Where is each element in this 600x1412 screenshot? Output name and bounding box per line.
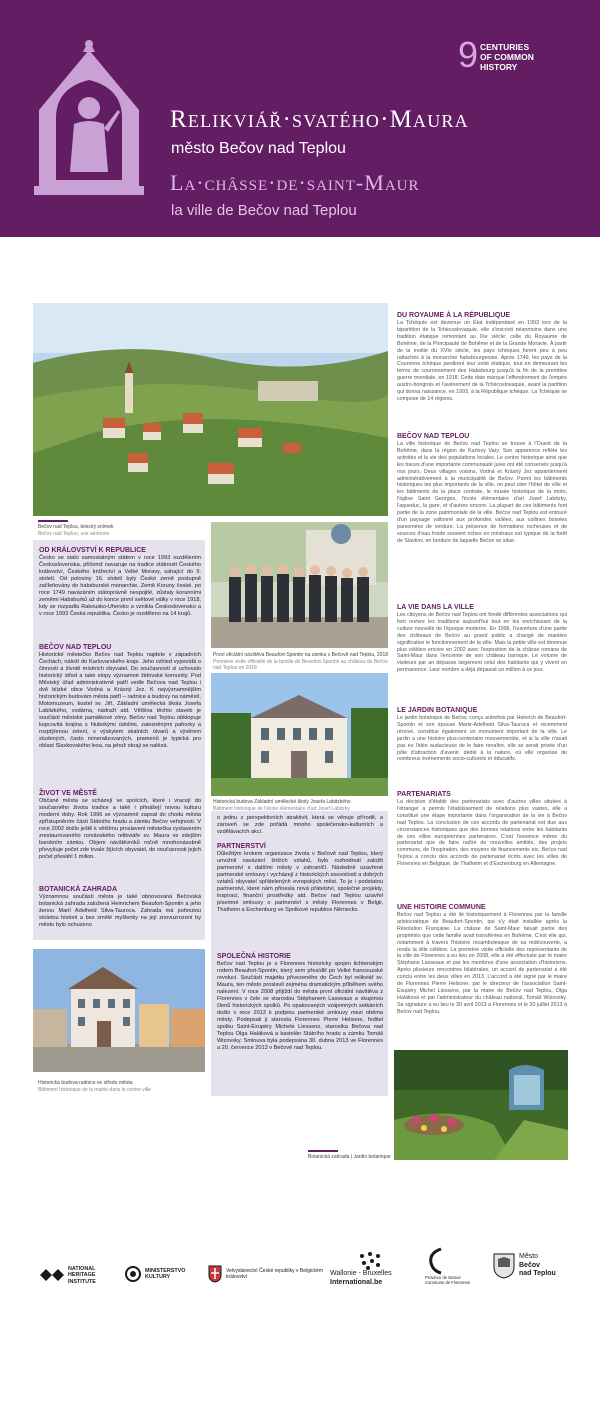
section-heading: PARTNERSTVÍ — [217, 843, 266, 850]
section-heading: LE JARDIN BOTANIQUE — [397, 707, 478, 714]
school-photo-caption: Historická budova Základní umělecké školy Josefa Labitzkého Bâtiment historique de l'école élémentaire d'art Josef Labitzky — [213, 799, 351, 812]
section-text: Významnou součástí města je také obnovovaná Bečovská botanická zahrada založená Heinrichem Beaufort-Spontin a jeho ženou Marií Adelheid Silva-Tauroca. Zahrada má pohnutou stoletou historii a bez smělé myšlenky na její znovuzrození by město bylo ochuzeno — [39, 894, 201, 928]
section-text: Občané města se scházejí ve spolcích, které i vracejí do současného života tradice a také i přinášejí novou kulturu moderní doby. Rok 1996 se významně zapsal do chodu města zpřístupněním části Státního hradu a zámku Bečov veřejnosti. V roce 2002 došlo ještě k většímu proslavení městečka vystavením zrestaurovaného románského relikviáře sv. Maura ve zdejším barokním zámku. Objem návštěvníků ročně mnohonásobně převyšuje počet zde trvale žijících obyvatel, do současnosti jejich počet přesáhl 1 milion. — [39, 798, 201, 860]
section-heading: LA VIE DANS LA VILLE — [397, 604, 474, 611]
centuries-text: CENTURIES OF COMMON HISTORY — [480, 42, 534, 72]
section-garden-cz — [39, 885, 201, 929]
section-text: Důležitým krokem organizace života v Bečově nad Teplou, který umožnil navázání širších vztahů, bylo rozhodnutí založit partnerství s dalšími městy v zahraničí. Následně uzavřené partnerské smlouvy i vycházejí z historických souvislostí a dobrých vztahů obyvatel spřátelených evropských měst. To je i podstatou partnerství, které nám přinesla nová přátelství, společné projekty, inspiraci, finanční prostředky atd. Bečov nad Teplou uzavřel písemné smlouvy o partnerství s městy Florennes v Belgii, Thalheim a Eschenburg ve Spolkové republice Německo. — [217, 851, 383, 913]
section-text: Historické městečko Bečov nad Teplou najdete v západních Čechách, náleží do Karlovarského kraje. Jeho vzhled vypovídá o činnosti a životě místních obyvatel. Do současnosti si uchovalo historický střed a také stopy významné židovské komunity. Pod Městský úřad administrativně patří vedle Bečova nad Teplou i dvě blízké obce Vodná a Krásný Jez. K nejvýznamnějším historickým budovám města patří – radnice a budovy na náměstí, Motomuzeum, kostel sv. Jiří, Základní umělecká škola Josefa Labitzkého, vodárna, nádraží atd. Většina těchto staveb je součástí městské památkové zóny. Bečov nad Teplou obklopuje kopcovitá krajina s hlubokými údolími, zalesněnými pahorky a rozptýlenou zelení, s výskytem skalních útvarů a vývěrem studených, často mineralizovaných, pramenů je typická pro oblast Slavkovského lesa, na jehož okraji se nalézá. — [39, 652, 201, 749]
group-photo-caption: První oficiální návštěva Beaufort-Spontin na zámku v Bečově nad Teplou, 2018 Première visite officielle de la famille de Beaufort-Spontin au château de Bečov nad Teplou en 2018 — [213, 652, 389, 671]
garden-continued-cz — [217, 815, 383, 836]
section-heading: PARTENARIATS — [397, 791, 451, 798]
garden-photo-caption: Botanická zahrada | Jardin botanique — [308, 1154, 391, 1160]
main-title-french: La·châsse·de·saint-Maur — [170, 170, 420, 195]
section-heading: ŽIVOT VE MĚSTĚ — [39, 790, 97, 797]
npu-logo-icon — [40, 1267, 64, 1283]
section-heading: SPOLEČNÁ HISTORIE — [217, 953, 291, 960]
garden-photo — [394, 1050, 568, 1160]
section-heading: BEČOV NAD TEPLOU — [397, 433, 470, 440]
ministry-logo-icon — [125, 1266, 141, 1282]
town-hall-caption: Historická budova radnice ve středu města Bâtiment historique de la mairie dans le centre ville — [38, 1080, 151, 1093]
section-heading: DU ROYAUME À LA RÉPUBLIQUE — [397, 312, 511, 319]
subtitle-french: la ville de Bečov nad Teplou — [171, 202, 357, 219]
main-title-czech: Relikviář·svatého·Maura — [170, 106, 469, 133]
section-text: Bečov nad Teplou je s Florennes historicky spojen lichtenským rodem Beaufort-Spontin, který sem přesídlil po Velké francouzské revoluci. Součástí majetku přivezeného do Čech byl relikviář sv. Maura, ten město proslavil zejména dramatickým příběhem svého nalezení. V roce 2008 přijíždí do města první oficiální návštěva z Florennes v čele se starostou Stéphanem Lasseaux a skupinou členů historických spolků. Po opakovaných vzájemných setkáních došlo v roce 2013 k podpisu partnerské smlouvy mezi oběma městy. Podepsali ji starosta Florennes Pierre Helsone, ředitel spolku Saint-Exupéry Michele Liessens, starostka Bečova nad Teplou Olga Haláková a kastelán Státního hradu a zámku Tomáš Wizovsky. Smlouva byla podepsána 30. dubna 2013 ve Florennes a 20. července 2013 v Bečově nad Teplou. — [217, 961, 383, 1051]
section-partnerships-fr — [397, 790, 567, 868]
section-text: Les citoyens de Bečov nad Teplou ont fondé différentes associations qui font revivre les traditions aujourd'hui tout en les enrichissant de la culture nouvelle de l'époque moderne. En 1996, l'ouverture d'une partie des châteaux de Bečov au grand public a changé de manière significative le fonctionnement de la ville. Mais la petite ville est devenue plus célèbre encore en 2002 avec l'exposition de la châsse romane de Saint-Maur dans l'enceinte de son château baroque. Le volume de visiteurs par an dépasse largement celui des habitants qui y vivent en permanence. Leur nombre a déjà dépassé un million à ce jour. — [397, 612, 567, 674]
section-life-cz — [39, 789, 201, 861]
reliquary-emblem — [34, 40, 144, 195]
logo-ministry-culture: MINISTERSTVO KULTURY — [125, 1266, 189, 1282]
section-text: La décision d'établir des partenariats avec d'autres villes situées à l'étranger a permis l'établissement de relations plus vastes, elle a constitué une étape importante dans l'organisation de la vie à Bečov nad Teplou. La conclusion de ces accords de partenariat est due aux circonstances historiques que des bonnes relations entre les habitants de ces villes européennes partenaires. C'est l'essence même du partenariat que de faire naître de nouvelles amitiés, des projets communs, de l'inspiration, des moyens de financements etc. Bečov nad Teplou a conclu des accords de partenariat écrits avec les villes de Florennes en Belgique, de Thalheim et d'Eschenburg en Allemagne. — [397, 799, 567, 868]
aerial-photo-caption: Bečov nad Teplou, letecký snímek Bečov nad Teplou, vue aérienne — [38, 524, 114, 537]
header-banner — [0, 0, 600, 237]
section-text: La Tchéquie est devenue un État indépendant en 1993 lors de la bipartition de la Tchécoslovaquie, elle s'inscrivit néanmoins dans une tradition étatique remontant au IXe siècle: celle du Royaume de Bohême, de la Principauté de Bohême et de la Grande Moravie. À partir de la moitié du XVIe siècle, les pays tchèques furent peu à peu rattachés à la monarchie habsbourgeoise. Après 1749, les pays de la Couronne tchèque perdirent leur unité étatique, tout en demeurant les terres de couronnement des Habsbourg jusqu'à la fin de la première guerre mondiale, en 1918. Cette date marque l'effondrement de l'empire austro-hongrois et l'avènement de la Tchécoslovaquie, avant la partition qui donna naissance, en 1993, à la République tchèque. La Tchéquie se compose de 14 régions. — [397, 320, 567, 402]
aerial-photo — [33, 303, 388, 516]
section-kingdom-cz — [39, 546, 201, 618]
caption-rule — [38, 520, 68, 522]
logo-town-becov: Město Bečov nad Teplou — [493, 1253, 556, 1279]
coat-of-arms-icon — [208, 1265, 222, 1283]
section-text: Le jardin botanique de Bečov, conçu autrefois par Heinrich de Beaufort-Spontin et son épouse Marie-Adelheid Silva-Tauroca et récemment rénové, constitue également un monument important de la ville. Le jardin a une histoire plus-centenaire mouvementée, et si la ville n'avait pas eu l'idée audacieuse de le faire renaître, elle se serait privée d'un pôle d'attraction d'avenir, dédié à la nature, où elle organise de nombreux événements socio-culturels et éducatifs. — [397, 715, 567, 763]
namur-logo-icon — [427, 1247, 445, 1275]
becov-coat-of-arms-icon — [493, 1253, 515, 1279]
caption-rule — [308, 1150, 338, 1152]
section-text: o jednu z perspektivních atraktivit, která se věnuje přírodě, a zároveň se zde pořádá mnoho společensko-kulturních a vzdělávacích akcí. — [217, 815, 383, 835]
logo-province-namur: Province de Namur Commune de Florennes — [425, 1247, 470, 1285]
section-becov-fr — [397, 432, 567, 545]
logo-czech-embassy: Velvyslanectví České republiky v Belgickém království — [208, 1265, 326, 1283]
group-photo — [211, 522, 388, 648]
section-common-history-fr — [397, 903, 567, 1016]
school-photo — [211, 673, 388, 796]
section-text: Česko se stalo samostatným státem v roce 1993 rozdělením Československa, přičemž navazuje na tradice státnosti Českého království, Českého knížectví a Velké Moravy, sahající do 9. století. Od poloviny 16. století byly České země postupně začleňovány do habsburské monarchie. Země Koruny české, po roce 1749 navázáním státoprávně nespojité, zůstaly korunními zeměmi Habsburků až do konce první světové války v roce 1918, kdy se rozpadla Rakousko-Uhersko a vznikla Československo a v roce 1993 Česká republika. Česko je rozděleno na 14 krajů. — [39, 555, 201, 617]
centuries-logo — [458, 34, 568, 75]
wbi-logo-icon — [358, 1252, 382, 1270]
subtitle-czech: město Bečov nad Teplou — [171, 140, 346, 157]
section-heading: OD KRÁLOVSTVÍ K REPUBLICE — [39, 547, 146, 554]
section-life-fr — [397, 603, 567, 674]
section-common-history-cz — [217, 952, 383, 1052]
section-partnership-cz — [217, 842, 383, 914]
section-heading: BOTANICKÁ ZAHRADA — [39, 886, 118, 893]
section-heading: BEČOV NAD TEPLOU — [39, 644, 112, 651]
logo-wallonie-bruxelles: Wallonie - Bruxelles International.be — [330, 1252, 392, 1287]
logo-national-heritage-institute: NATIONAL HERITAGE INSTITUTE — [40, 1266, 112, 1285]
centuries-number: 9 — [458, 34, 479, 75]
section-garden-fr — [397, 706, 567, 763]
section-heading: UNE HISTOIRE COMMUNE — [397, 904, 486, 911]
section-becov-cz — [39, 643, 201, 750]
section-kingdom-fr — [397, 311, 567, 403]
section-text: La ville historique de Bečov nad Teplou se trouve à l'Ouest de la Bohême, dans la région de Karlovy Vary. Son apparence reflète les activités et la vie des populations locales. Le centre historique ainsi que les traces d'une importante communauté juive ont été conservés jusqu'à nos jours. Deux villages voisins, Vodná et Krásný Jez appartiennent administrativement à la municipalité de Bečov. Parmi les bâtiments historiques les plus importants de la ville, on peut citer l'hôtel de ville et les bâtiments de la place centrale, le musée historique de la moto, l'église Saint Georges, l'école élémentaire d'art Josef Labitzky, l'aqueduc, la gare, et d'autres encore. La plupart de ces bâtiments font partie de la zone patrimoniale de la ville. Bečov nad Teplou est entouré d'un paysage vallonné aux profondes vallées, aux collines boisées parsemées de verdure. La présence de formations rocheuses et de sources d'eau froide souvent riches en minéraux est typique de la forêt de Slavkov, en bordure de laquelle Bečov se situe. — [397, 441, 567, 544]
town-hall-photo — [33, 949, 205, 1072]
section-text: Bečov nad Teplou a été lié historiquement à Florennes par la famille aristocratique de Beaufort-Spontin, qui s'y était installée après la Révolution Française. La châsse de Saint-Maur faisait partie des propriétés que cette famille avait transférées en Bohême. C'est elle qui, notamment à travers l'histoire rocambolesque de sa redécouverte, a rendu la ville célèbre. La première visite officielle des représentants de la ville de Florennes a eu lieu en 2008, elle a été effectuée par le maire Stéphane Lasseaux et par les membres d'une association d'historiens. Après plusieurs rencontres bilatérales, un accord de partenariat a été conclu entre les deux villes en 2013. L'accord a été signé par le maire de Florennes Pierre Helsone, par le directeur de l'association Saint-Exupéry Michel Liessens, par la maire de Bečov nad Teplou, Olga Haláková et par l'administrateur du château national, Tomáš Wizovsky. Sa signature a eu lieu le 30 avril 2013 à Florennes et le 20 juillet 2013 à Bečov nad Teplou. — [397, 912, 567, 1015]
